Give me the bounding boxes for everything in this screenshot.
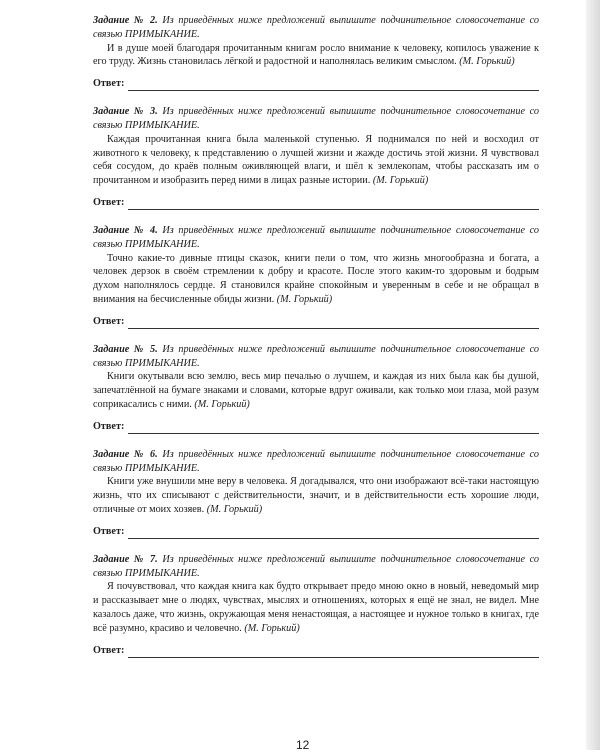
- task-4: [93, 224, 539, 329]
- task-title: [93, 224, 539, 252]
- task-passage: Каждая прочитанная книга была маленькой ступенью. Я поднимался по ней и восходил от животного к человеку, к представлению о лучшей жизни и жажде достичь этой жизни. Я чувствовал себя сосудом, до краёв полным оживляющей влаги, и шёл к землекопам, чтобы рассказать им о прочитанном и изобразить перед ними в лицах разные истории.: [93, 133, 539, 187]
- answer-row: [93, 644, 539, 658]
- task-author: (М. Горький): [276, 293, 333, 305]
- answer-line[interactable]: [128, 528, 539, 539]
- task-passage: И в душе моей благодаря прочитанным книгам росло внимание к человеку, копилось уважение к его труду. Жизнь становилась лёгкой и радостной и наполнялась великим смыслом.: [93, 42, 539, 68]
- task-7: [93, 553, 539, 658]
- page-number: 12: [296, 738, 310, 752]
- task-5: [93, 343, 539, 434]
- page-edge-shadow: [586, 0, 600, 750]
- task-text: [93, 475, 539, 516]
- task-author: (М. Горький): [459, 56, 515, 68]
- task-text: [93, 133, 539, 188]
- task-number: Задание № 7.: [93, 553, 158, 565]
- task-link-type: ПРИМЫКАНИЕ.: [124, 567, 200, 579]
- task-passage: Книги уже внушили мне веру в человека. Я догадывался, что они изображают всё-таки настоящую жизнь, что их списывают с действительности, значит, и в действительности есть хорошие люди, отличные от моих хозяев.: [93, 476, 539, 515]
- task-link-type: ПРИМЫКАНИЕ.: [124, 462, 200, 474]
- task-2: [93, 14, 539, 91]
- task-link-type: ПРИМЫКАНИЕ.: [124, 119, 200, 131]
- task-author: (М. Горький): [244, 622, 300, 634]
- answer-line[interactable]: [128, 318, 539, 329]
- answer-label: Ответ:: [93, 315, 125, 327]
- answer-line[interactable]: [128, 647, 539, 658]
- answer-label: Ответ:: [93, 197, 125, 209]
- task-author: (М. Горький): [194, 398, 250, 410]
- task-author: (М. Горький): [206, 503, 263, 515]
- task-instruction: Из приведённых ниже предложений выпишите подчинительное словосочетание со связью: [93, 15, 539, 40]
- task-number: Задание № 4.: [93, 224, 158, 236]
- task-number: Задание № 2.: [93, 15, 158, 26]
- answer-row: [93, 196, 539, 210]
- task-3: [93, 105, 539, 210]
- answer-line[interactable]: [128, 80, 539, 91]
- answer-row: [93, 315, 539, 329]
- task-author: (М. Горький): [372, 175, 429, 187]
- task-link-type: ПРИМЫКАНИЕ.: [124, 28, 200, 40]
- answer-label: Ответ:: [93, 420, 125, 432]
- task-link-type: ПРИМЫКАНИЕ.: [124, 357, 200, 369]
- task-text: [93, 252, 539, 307]
- answer-row: [93, 77, 539, 91]
- task-title: [93, 14, 539, 42]
- answer-label: Ответ:: [93, 644, 125, 656]
- task-title: [93, 105, 539, 133]
- task-6: [93, 448, 539, 539]
- task-link-type: ПРИМЫКАНИЕ.: [124, 238, 200, 250]
- answer-label: Ответ:: [93, 78, 125, 90]
- task-number: Задание № 3.: [93, 106, 158, 118]
- answer-label: Ответ:: [93, 525, 125, 537]
- task-passage: Я почувствовал, что каждая книга как будто открывает предо мною окно в новый, неведомый мир и рассказывает мне о людях, чувствах, мыслях и отношениях, которых я ещё не знал, не видел. Мне казалось даже, что жизнь, окружающая меня ненастоящая, а настоящее и нужное только в книгах, где всё разумно, красиво и человечно.: [93, 581, 539, 634]
- task-instruction: Из приведённых ниже предложений выпишите подчинительное словосочетание со связью: [93, 553, 539, 579]
- task-text: [93, 370, 539, 411]
- task-title: [93, 448, 539, 476]
- answer-row: [93, 525, 539, 539]
- task-instruction: Из приведённых ниже предложений выпишите подчинительное словосочетание со связью: [93, 448, 539, 474]
- task-title: [93, 553, 539, 581]
- task-passage: Книги окутывали всю землю, весь мир печалью о лучшем, и каждая из них была как бы душой, запечатлённой на бумаге знаками и словами, которые вдруг оживали, как только мои глаза, мой разум соприкасались с ними.: [93, 371, 539, 410]
- task-instruction: Из приведённых ниже предложений выпишите подчинительное словосочетание со связью: [93, 106, 539, 131]
- task-number: Задание № 5.: [93, 343, 158, 355]
- task-title: [93, 343, 539, 371]
- task-number: Задание № 6.: [93, 448, 158, 460]
- answer-row: [93, 420, 539, 434]
- task-text: [93, 42, 539, 70]
- worksheet: [93, 14, 539, 658]
- task-passage: Точно какие-то дивные птицы сказок, книги пели о том, что жизнь многообразна и богата, а человек дерзок в своём стремлении к добру и красоте. После этого каким-то здоровым и бодрым духом наполнялось сердце. Я становился крайне спокойным и уверенным в себе и не обращал в внимания на бесчисленные обиды жизни.: [93, 252, 539, 305]
- task-instruction: Из приведённых ниже предложений выпишите подчинительное словосочетание со связью: [93, 343, 539, 369]
- answer-line[interactable]: [128, 199, 539, 210]
- task-text: [93, 580, 539, 635]
- answer-line[interactable]: [128, 423, 539, 434]
- task-instruction: Из приведённых ниже предложений выпишите подчинительное словосочетание со связью: [93, 224, 539, 250]
